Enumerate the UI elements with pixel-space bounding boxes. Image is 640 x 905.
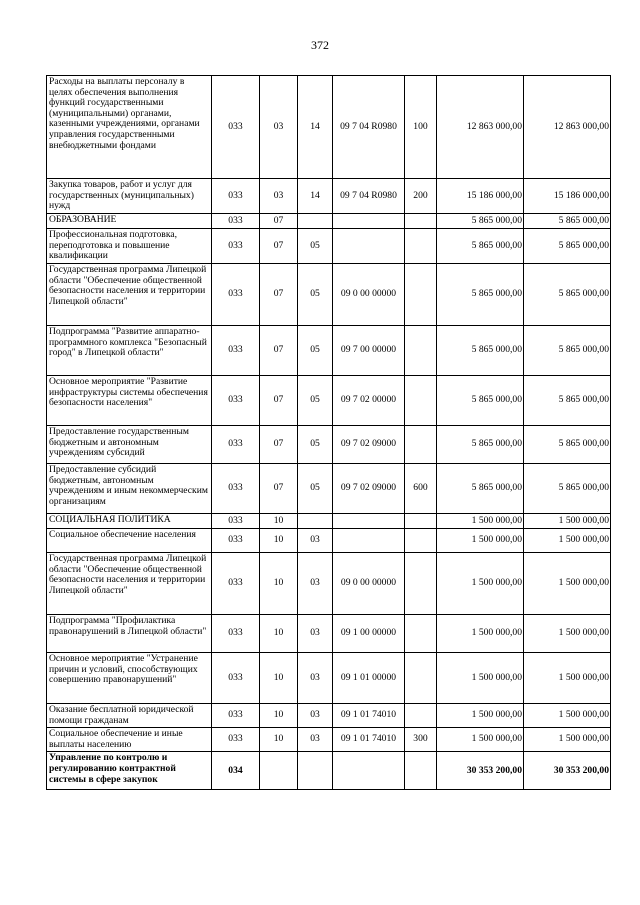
cell-pr: 05 <box>298 426 333 464</box>
cell-vr: 200 <box>405 179 437 214</box>
cell-sum-2: 5 865 000,00 <box>524 376 611 426</box>
cell-rz: 07 <box>260 229 298 264</box>
cell-pr: 03 <box>298 615 333 653</box>
cell-rz: 07 <box>260 264 298 326</box>
cell-name: Предоставление субсидий бюджетным, автономным учреждениям и иным некоммерческим организациям <box>47 464 212 514</box>
cell-vr <box>405 529 437 553</box>
cell-sum-2: 30 353 200,00 <box>524 752 611 790</box>
cell-sum-2: 15 186 000,00 <box>524 179 611 214</box>
cell-sum-1: 5 865 000,00 <box>437 426 524 464</box>
cell-pr: 03 <box>298 728 333 752</box>
cell-name: Расходы на выплаты персоналу в целях обеспечения выполнения функций государственными (муниципальными) органами, казенными учреждениями, органами управления государственными внебюджетными фондами <box>47 76 212 179</box>
cell-pr: 14 <box>298 76 333 179</box>
cell-rz: 07 <box>260 376 298 426</box>
cell-sum-2: 5 865 000,00 <box>524 264 611 326</box>
cell-rz: 10 <box>260 728 298 752</box>
cell-pr: 05 <box>298 229 333 264</box>
cell-rz: 10 <box>260 553 298 615</box>
cell-sum-2: 1 500 000,00 <box>524 529 611 553</box>
cell-csr <box>333 752 405 790</box>
cell-name: Оказание бесплатной юридической помощи гражданам <box>47 704 212 728</box>
cell-ved: 033 <box>212 326 260 376</box>
cell-rz: 10 <box>260 615 298 653</box>
table-body <box>47 76 611 790</box>
cell-rz: 07 <box>260 326 298 376</box>
cell-sum-1: 5 865 000,00 <box>437 214 524 229</box>
table-row <box>47 464 611 514</box>
cell-vr: 300 <box>405 728 437 752</box>
cell-name: Социальное обеспечение и иные выплаты населению <box>47 728 212 752</box>
cell-sum-2: 5 865 000,00 <box>524 326 611 376</box>
cell-vr <box>405 426 437 464</box>
cell-sum-2: 5 865 000,00 <box>524 464 611 514</box>
cell-ved: 033 <box>212 653 260 704</box>
cell-ved: 033 <box>212 214 260 229</box>
cell-sum-2: 12 863 000,00 <box>524 76 611 179</box>
cell-ved: 033 <box>212 179 260 214</box>
table-row <box>47 653 611 704</box>
cell-ved: 033 <box>212 376 260 426</box>
cell-name: Предоставление государственным бюджетным и автономным учреждениям субсидий <box>47 426 212 464</box>
cell-ved: 033 <box>212 529 260 553</box>
cell-sum-1: 5 865 000,00 <box>437 326 524 376</box>
cell-vr <box>405 615 437 653</box>
cell-vr <box>405 264 437 326</box>
table-row <box>47 76 611 179</box>
cell-vr <box>405 514 437 529</box>
cell-csr: 09 7 02 09000 <box>333 464 405 514</box>
cell-csr <box>333 529 405 553</box>
cell-vr <box>405 214 437 229</box>
cell-sum-1: 1 500 000,00 <box>437 529 524 553</box>
cell-name: Управление по контролю и регулированию контрактной системы в сфере закупок <box>47 752 212 790</box>
cell-ved: 033 <box>212 728 260 752</box>
cell-csr: 09 1 01 74010 <box>333 728 405 752</box>
cell-csr: 09 0 00 00000 <box>333 553 405 615</box>
cell-name: ОБРАЗОВАНИЕ <box>47 214 212 229</box>
cell-pr: 05 <box>298 376 333 426</box>
cell-rz: 10 <box>260 529 298 553</box>
cell-sum-1: 5 865 000,00 <box>437 229 524 264</box>
cell-rz: 07 <box>260 464 298 514</box>
table-row <box>47 179 611 214</box>
budget-table <box>46 75 611 790</box>
cell-pr: 05 <box>298 464 333 514</box>
cell-rz: 10 <box>260 653 298 704</box>
cell-csr: 09 0 00 00000 <box>333 264 405 326</box>
cell-sum-2: 5 865 000,00 <box>524 214 611 229</box>
cell-sum-1: 5 865 000,00 <box>437 464 524 514</box>
cell-sum-1: 1 500 000,00 <box>437 553 524 615</box>
cell-sum-2: 1 500 000,00 <box>524 514 611 529</box>
cell-sum-1: 5 865 000,00 <box>437 376 524 426</box>
cell-vr: 600 <box>405 464 437 514</box>
table-row <box>47 426 611 464</box>
cell-sum-1: 1 500 000,00 <box>437 615 524 653</box>
table-row <box>47 529 611 553</box>
cell-name: Социальное обеспечение населения <box>47 529 212 553</box>
cell-rz: 10 <box>260 704 298 728</box>
cell-csr: 09 1 00 00000 <box>333 615 405 653</box>
table-row <box>47 326 611 376</box>
cell-sum-2: 1 500 000,00 <box>524 615 611 653</box>
cell-name: Профессиональная подготовка, переподготовка и повышение квалификации <box>47 229 212 264</box>
cell-sum-2: 5 865 000,00 <box>524 426 611 464</box>
cell-sum-2: 1 500 000,00 <box>524 704 611 728</box>
cell-ved: 033 <box>212 264 260 326</box>
cell-ved: 033 <box>212 426 260 464</box>
cell-name: Государственная программа Липецкой области "Обеспечение общественной безопасности населения и территории Липецкой области" <box>47 553 212 615</box>
cell-sum-1: 15 186 000,00 <box>437 179 524 214</box>
cell-rz: 07 <box>260 214 298 229</box>
cell-rz: 03 <box>260 179 298 214</box>
page-number: 372 <box>311 38 329 52</box>
cell-csr: 09 7 04 R0980 <box>333 179 405 214</box>
cell-ved: 033 <box>212 615 260 653</box>
table-row <box>47 264 611 326</box>
table-row <box>47 514 611 529</box>
table-row <box>47 214 611 229</box>
cell-sum-2: 5 865 000,00 <box>524 229 611 264</box>
cell-name: Подпрограмма "Развитие аппаратно-программного комплекса "Безопасный город" в Липецкой области" <box>47 326 212 376</box>
cell-vr <box>405 229 437 264</box>
cell-pr <box>298 752 333 790</box>
cell-rz <box>260 752 298 790</box>
cell-ved: 033 <box>212 553 260 615</box>
cell-vr: 100 <box>405 76 437 179</box>
table-row <box>47 229 611 264</box>
cell-vr <box>405 553 437 615</box>
cell-sum-1: 1 500 000,00 <box>437 704 524 728</box>
cell-ved: 033 <box>212 229 260 264</box>
cell-pr <box>298 514 333 529</box>
cell-sum-1: 1 500 000,00 <box>437 514 524 529</box>
cell-vr <box>405 376 437 426</box>
cell-ved: 034 <box>212 752 260 790</box>
cell-name: Государственная программа Липецкой области "Обеспечение общественной безопасности населения и территории Липецкой области" <box>47 264 212 326</box>
cell-ved: 033 <box>212 464 260 514</box>
cell-csr: 09 1 01 74010 <box>333 704 405 728</box>
table-row <box>47 752 611 790</box>
cell-rz: 10 <box>260 514 298 529</box>
cell-name: СОЦИАЛЬНАЯ ПОЛИТИКА <box>47 514 212 529</box>
cell-name: Закупка товаров, работ и услуг для государственных (муниципальных) нужд <box>47 179 212 214</box>
cell-name: Основное мероприятие "Устранение причин и условий, способствующих совершению правонарушений" <box>47 653 212 704</box>
cell-ved: 033 <box>212 704 260 728</box>
cell-sum-2: 1 500 000,00 <box>524 553 611 615</box>
cell-pr: 03 <box>298 653 333 704</box>
cell-pr: 03 <box>298 553 333 615</box>
cell-pr: 03 <box>298 704 333 728</box>
cell-csr: 09 7 02 09000 <box>333 426 405 464</box>
cell-pr: 05 <box>298 326 333 376</box>
cell-rz: 07 <box>260 426 298 464</box>
cell-sum-1: 1 500 000,00 <box>437 653 524 704</box>
cell-sum-2: 1 500 000,00 <box>524 653 611 704</box>
cell-csr: 09 7 02 00000 <box>333 376 405 426</box>
cell-pr: 03 <box>298 529 333 553</box>
cell-sum-1: 5 865 000,00 <box>437 264 524 326</box>
table-row <box>47 728 611 752</box>
cell-csr <box>333 514 405 529</box>
table-row <box>47 704 611 728</box>
cell-rz: 03 <box>260 76 298 179</box>
cell-pr: 14 <box>298 179 333 214</box>
cell-sum-1: 12 863 000,00 <box>437 76 524 179</box>
cell-vr <box>405 653 437 704</box>
cell-vr <box>405 704 437 728</box>
cell-csr: 09 7 04 R0980 <box>333 76 405 179</box>
cell-ved: 033 <box>212 514 260 529</box>
cell-sum-1: 30 353 200,00 <box>437 752 524 790</box>
cell-csr: 09 7 00 00000 <box>333 326 405 376</box>
cell-name: Подпрограмма "Профилактика правонарушений в Липецкой области" <box>47 615 212 653</box>
cell-vr <box>405 326 437 376</box>
cell-pr: 05 <box>298 264 333 326</box>
cell-vr <box>405 752 437 790</box>
cell-csr <box>333 214 405 229</box>
cell-name: Основное мероприятие "Развитие инфраструктуры системы обеспечения безопасности населения" <box>47 376 212 426</box>
cell-ved: 033 <box>212 76 260 179</box>
table-row <box>47 615 611 653</box>
cell-csr <box>333 229 405 264</box>
cell-sum-2: 1 500 000,00 <box>524 728 611 752</box>
cell-sum-1: 1 500 000,00 <box>437 728 524 752</box>
table-row <box>47 553 611 615</box>
table-row <box>47 376 611 426</box>
cell-pr <box>298 214 333 229</box>
cell-csr: 09 1 01 00000 <box>333 653 405 704</box>
